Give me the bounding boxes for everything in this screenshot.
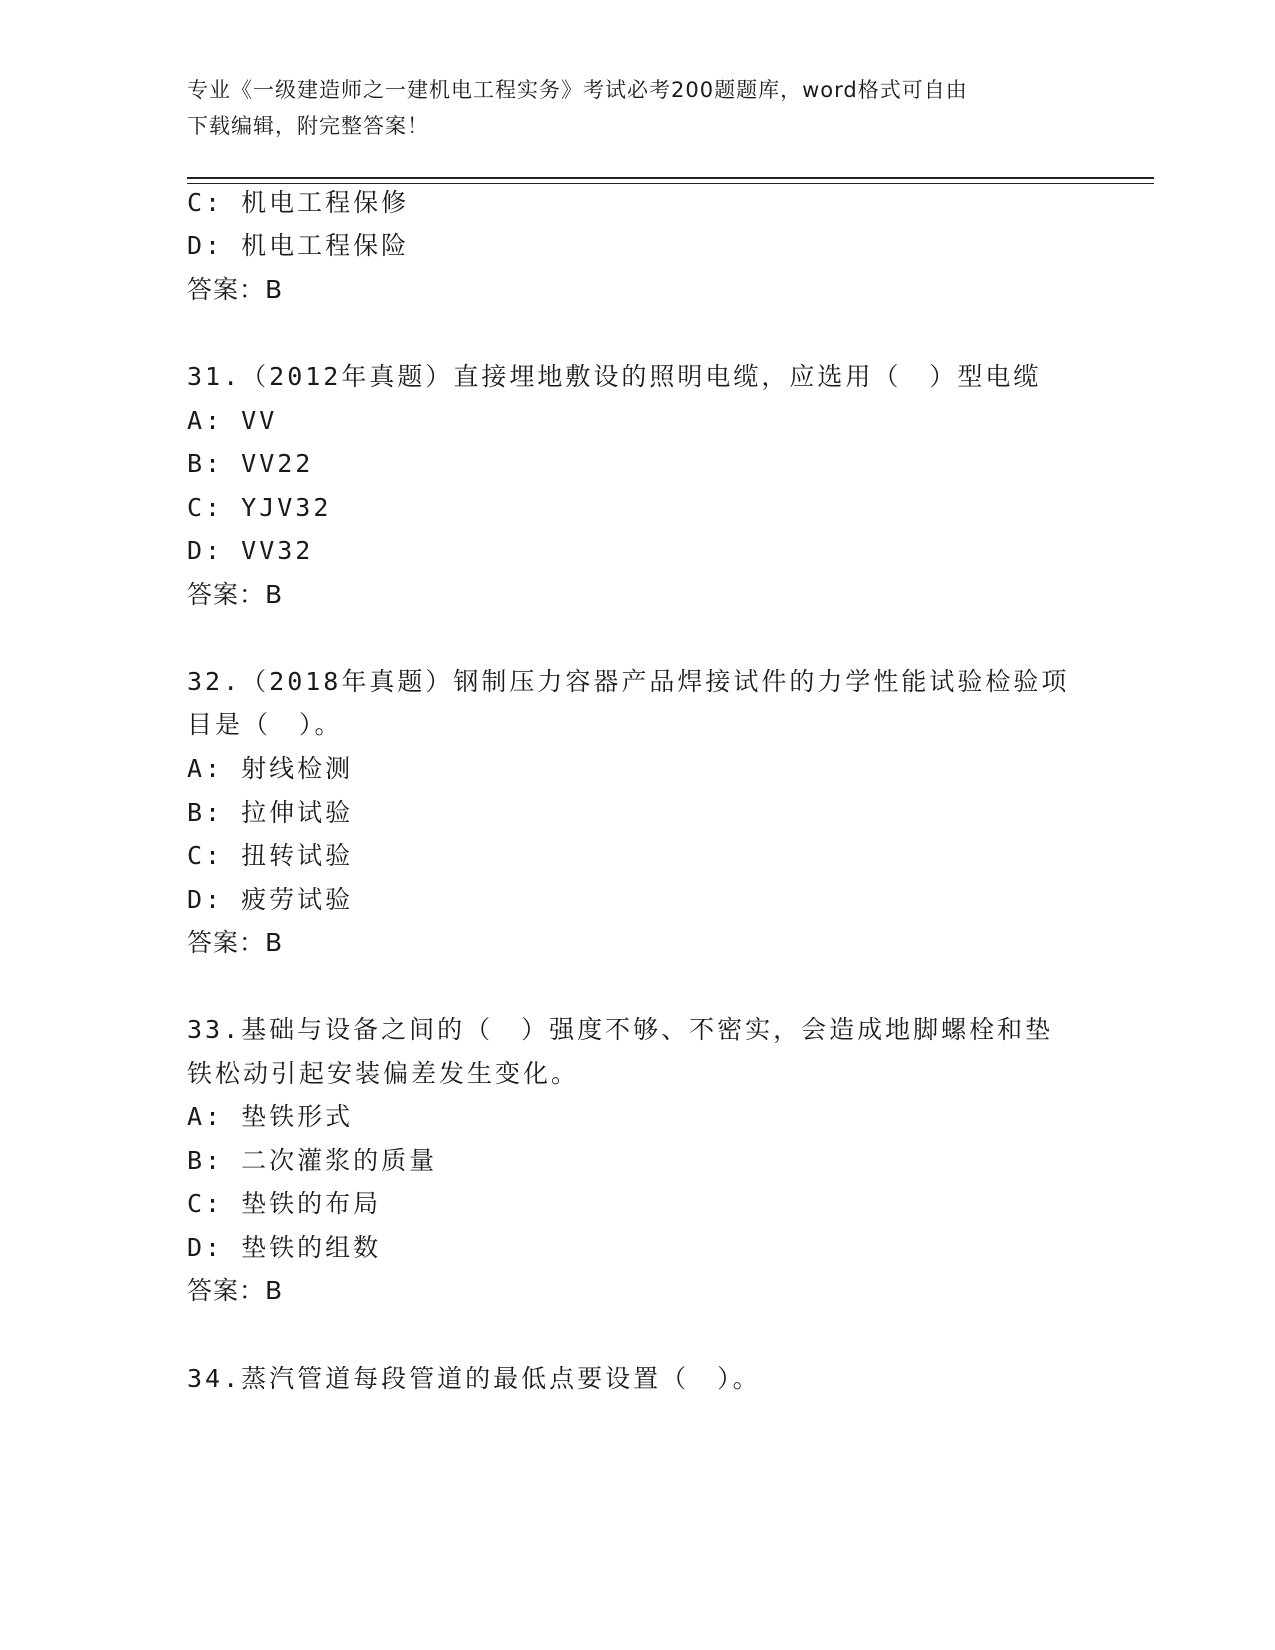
document-header	[187, 72, 1077, 144]
q32-option-d: D: 疲劳试验	[187, 885, 354, 914]
q31-option-a: A: VV	[187, 406, 278, 435]
q32-stem-line-2: 目是（ ）。	[187, 710, 343, 739]
q33-answer: 答案：B	[187, 1276, 284, 1305]
q30-option-d: D: 机电工程保险	[187, 231, 410, 260]
q31-option-d: D: VV32	[187, 536, 314, 565]
q30-answer: 答案：B	[187, 275, 284, 304]
q33-option-a: A: 垫铁形式	[187, 1102, 354, 1131]
q33-stem-line-2: 铁松动引起安装偏差发生变化。	[187, 1059, 580, 1088]
q32-option-c: C: 扭转试验	[187, 841, 354, 870]
q32-answer: 答案：B	[187, 928, 284, 957]
q31-answer: 答案：B	[187, 580, 284, 609]
q33-option-d: D: 垫铁的组数	[187, 1233, 382, 1262]
q33-option-b: B: 二次灌浆的质量	[187, 1146, 438, 1175]
q30-option-c: C: 机电工程保修	[187, 188, 410, 217]
q33-option-c: C: 垫铁的布局	[187, 1189, 382, 1218]
q32-stem-line-1: 32.（2018年真题）钢制压力容器产品焊接试件的力学性能试验检验项	[187, 667, 1070, 696]
header-divider-thick	[187, 177, 1154, 179]
header-line-2: 下载编辑，附完整答案！	[187, 114, 429, 138]
q33-stem-line-1: 33.基础与设备之间的（ ）强度不够、不密实，会造成地脚螺栓和垫	[187, 1015, 1054, 1044]
q32-option-b: B: 拉伸试验	[187, 798, 354, 827]
q31-option-c: C: YJV32	[187, 493, 332, 522]
q31-stem: 31.（2012年真题）直接埋地敷设的照明电缆，应选用（ ）型电缆	[187, 362, 1042, 391]
q31-option-b: B: VV22	[187, 449, 314, 478]
q32-option-a: A: 射线检测	[187, 754, 354, 783]
header-line-1: 专业《一级建造师之一建机电工程实务》考试必考200题题库，word格式可自由	[187, 78, 968, 102]
q34-stem: 34.蒸汽管道每段管道的最低点要设置（ ）。	[187, 1364, 761, 1393]
